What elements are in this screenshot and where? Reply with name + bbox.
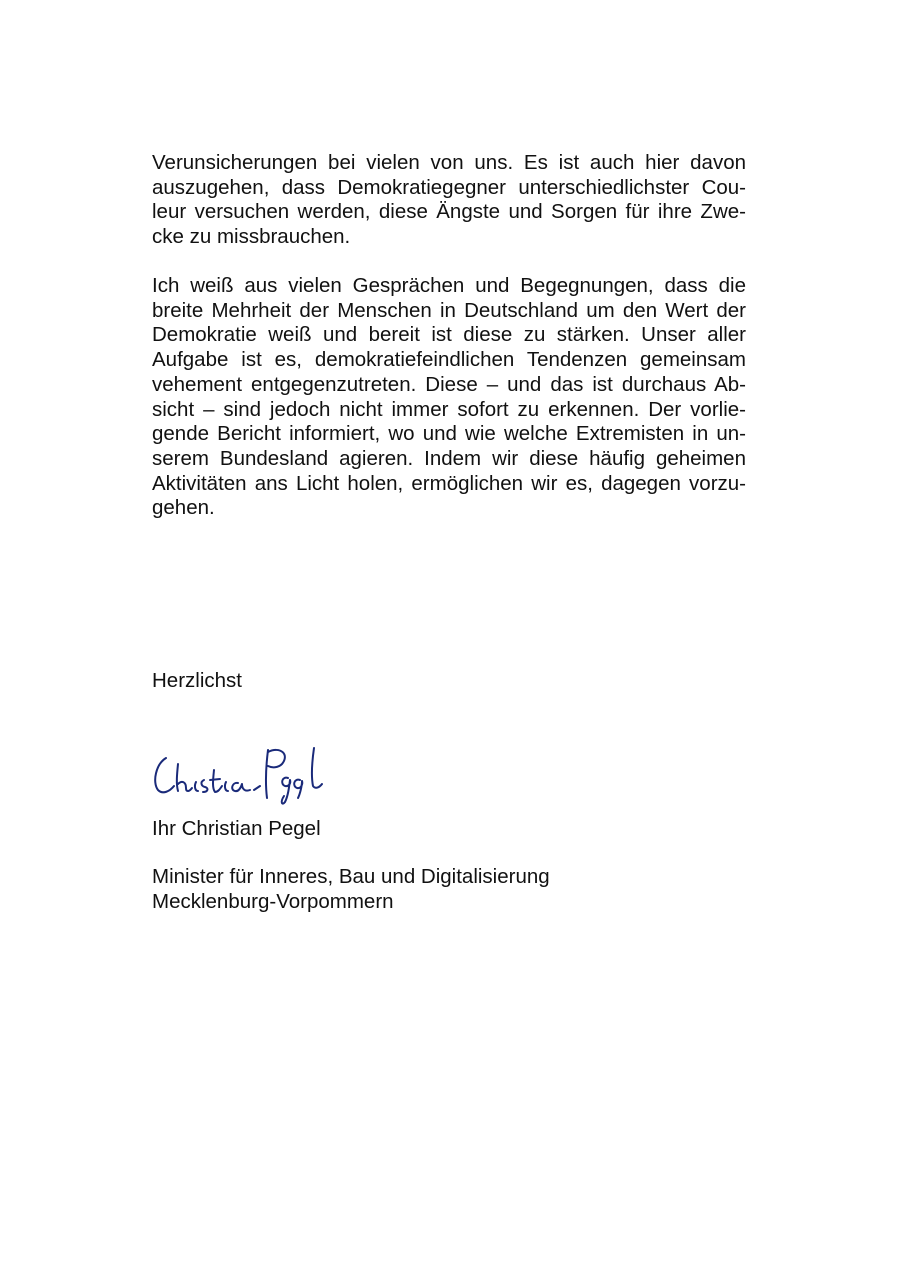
signer-state: Mecklenburg-Vorpommern xyxy=(152,890,394,913)
paragraph-2 xyxy=(152,274,746,521)
paragraph-line: gehen. xyxy=(152,496,215,520)
paragraph-line: vehement entgegenzutreten. Diese – und das ist durchaus Ab- xyxy=(152,372,746,396)
paragraph-line: breite Mehrheit der Menschen in Deutschland um den Wert der xyxy=(152,298,746,322)
closing-salutation: Herzlichst xyxy=(152,669,242,692)
paragraph-line: Aktivitäten ans Licht holen, ermöglichen wir es, dagegen vorzu- xyxy=(152,471,746,495)
signer-title: Minister für Inneres, Bau und Digitalisierung xyxy=(152,865,550,888)
handwritten-signature xyxy=(148,736,328,808)
paragraph-1 xyxy=(152,151,746,250)
signer-name: Ihr Christian Pegel xyxy=(152,817,321,840)
paragraph-line: cke zu missbrauchen. xyxy=(152,225,351,249)
paragraph-line: gende Bericht informiert, wo und wie welche Extremisten in un- xyxy=(152,422,746,446)
paragraph-line: leur versuchen werden, diese Ängste und Sorgen für ihre Zwe- xyxy=(152,200,746,224)
paragraph-line: auszugehen, dass Demokratiegegner unterschiedlichster Cou- xyxy=(152,175,746,199)
paragraph-line: Aufgabe ist es, demokratiefeindlichen Tendenzen gemeinsam xyxy=(152,348,746,372)
paragraph-line: Verunsicherungen bei vielen von uns. Es ist auch hier davon xyxy=(152,151,746,174)
paragraph-line: Demokratie weiß und bereit ist diese zu stärken. Unser aller xyxy=(152,323,746,347)
paragraph-line: serem Bundesland agieren. Indem wir diese häufig geheimen xyxy=(152,446,746,470)
paragraph-line: Ich weiß aus vielen Gesprächen und Begegnungen, dass die xyxy=(152,274,746,297)
paragraph-line: sicht – sind jedoch nicht immer sofort zu erkennen. Der vorlie- xyxy=(152,397,746,421)
